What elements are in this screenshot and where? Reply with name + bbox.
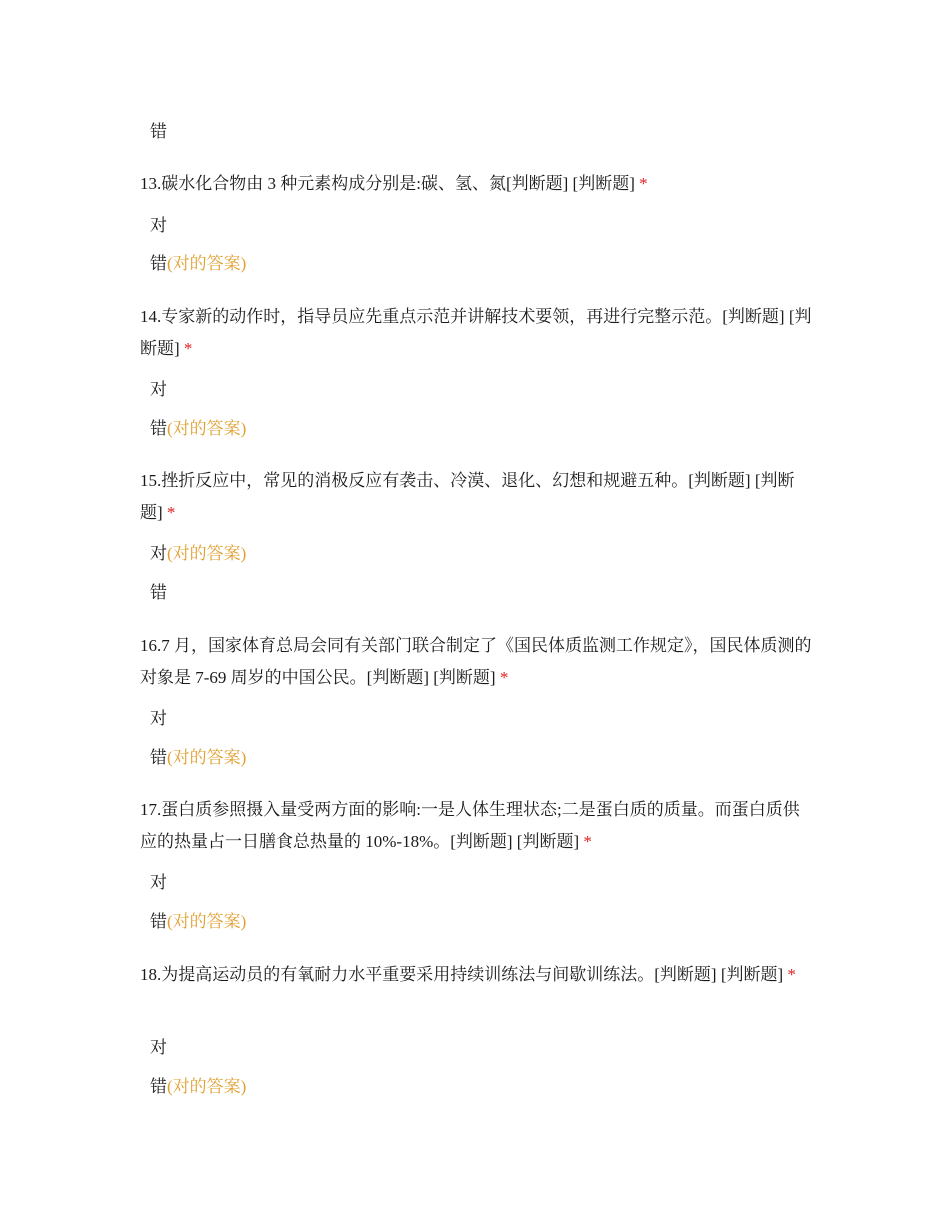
q18-option-right[interactable]: [150, 1032, 167, 1064]
option-label: 对: [150, 873, 167, 892]
option-label: 错: [150, 583, 167, 602]
correct-answer-marker: (对的答案): [167, 544, 247, 563]
q13-option-right[interactable]: [150, 210, 167, 242]
required-mark: *: [583, 832, 592, 851]
question-16: [140, 630, 815, 694]
q15-option-right[interactable]: [150, 538, 246, 570]
question-text: 17.蛋白质参照摄入量受两方面的影响:一是人体生理状态;二是蛋白质的质量。而蛋白质供应的热量占一日膳食总热量的 10%-18%。[判断题] [判断题]: [140, 800, 800, 851]
required-mark: *: [183, 339, 193, 358]
option-label: 错: [150, 748, 167, 767]
q17-option-wrong[interactable]: [150, 906, 246, 938]
q14-option-wrong[interactable]: [150, 413, 246, 445]
option-label: 错: [150, 254, 167, 273]
option-label: 对: [150, 709, 167, 728]
q13-option-wrong[interactable]: [150, 248, 246, 280]
option-label: 错: [150, 912, 167, 931]
option-label: 对: [150, 216, 167, 235]
question-text: 18.为提高运动员的有氧耐力水平重要采用持续训练法与间歇训练法。[判断题] [判断题]: [140, 965, 784, 984]
required-mark: *: [499, 668, 509, 687]
option-label: 错: [150, 1077, 167, 1096]
q15-option-wrong[interactable]: [150, 577, 167, 609]
q18-option-wrong[interactable]: [150, 1071, 246, 1103]
option-label: 对: [150, 544, 167, 563]
question-text: 15.挫折反应中，常见的消极反应有袭击、冷漠、退化、幻想和规避五种。[判断题] [判断题]: [140, 471, 795, 522]
option-wrong-prev[interactable]: [150, 116, 167, 148]
correct-answer-marker: (对的答案): [167, 912, 247, 931]
question-17: [140, 794, 815, 858]
option-label: 对: [150, 380, 167, 399]
option-label: 错: [150, 122, 167, 141]
q14-option-right[interactable]: [150, 374, 167, 406]
correct-answer-marker: (对的答案): [167, 419, 247, 438]
question-text: 14.专家新的动作时，指导员应先重点示范并讲解技术要领，再进行完整示范。[判断题] [判断题]: [140, 307, 812, 358]
correct-answer-marker: (对的答案): [167, 748, 247, 767]
question-14: [140, 301, 815, 365]
required-mark: *: [639, 174, 648, 193]
required-mark: *: [787, 965, 796, 984]
question-text: 16.7 月，国家体育总局会同有关部门联合制定了《国民体质监测工作规定》，国民体质测的对象是 7-69 周岁的中国公民。[判断题] [判断题]: [140, 636, 812, 687]
question-13: [140, 168, 815, 200]
question-text: 13.碳水化合物由 3 种元素构成分别是:碳、氢、氮[判断题] [判断题]: [140, 174, 635, 193]
required-mark: *: [166, 503, 176, 522]
correct-answer-marker: (对的答案): [167, 1077, 247, 1096]
correct-answer-marker: (对的答案): [167, 254, 247, 273]
q16-option-right[interactable]: [150, 703, 167, 735]
question-15: [140, 465, 815, 529]
q17-option-right[interactable]: [150, 867, 167, 899]
q16-option-wrong[interactable]: [150, 742, 246, 774]
question-18: [140, 959, 815, 991]
option-label: 对: [150, 1038, 167, 1057]
option-label: 错: [150, 419, 167, 438]
